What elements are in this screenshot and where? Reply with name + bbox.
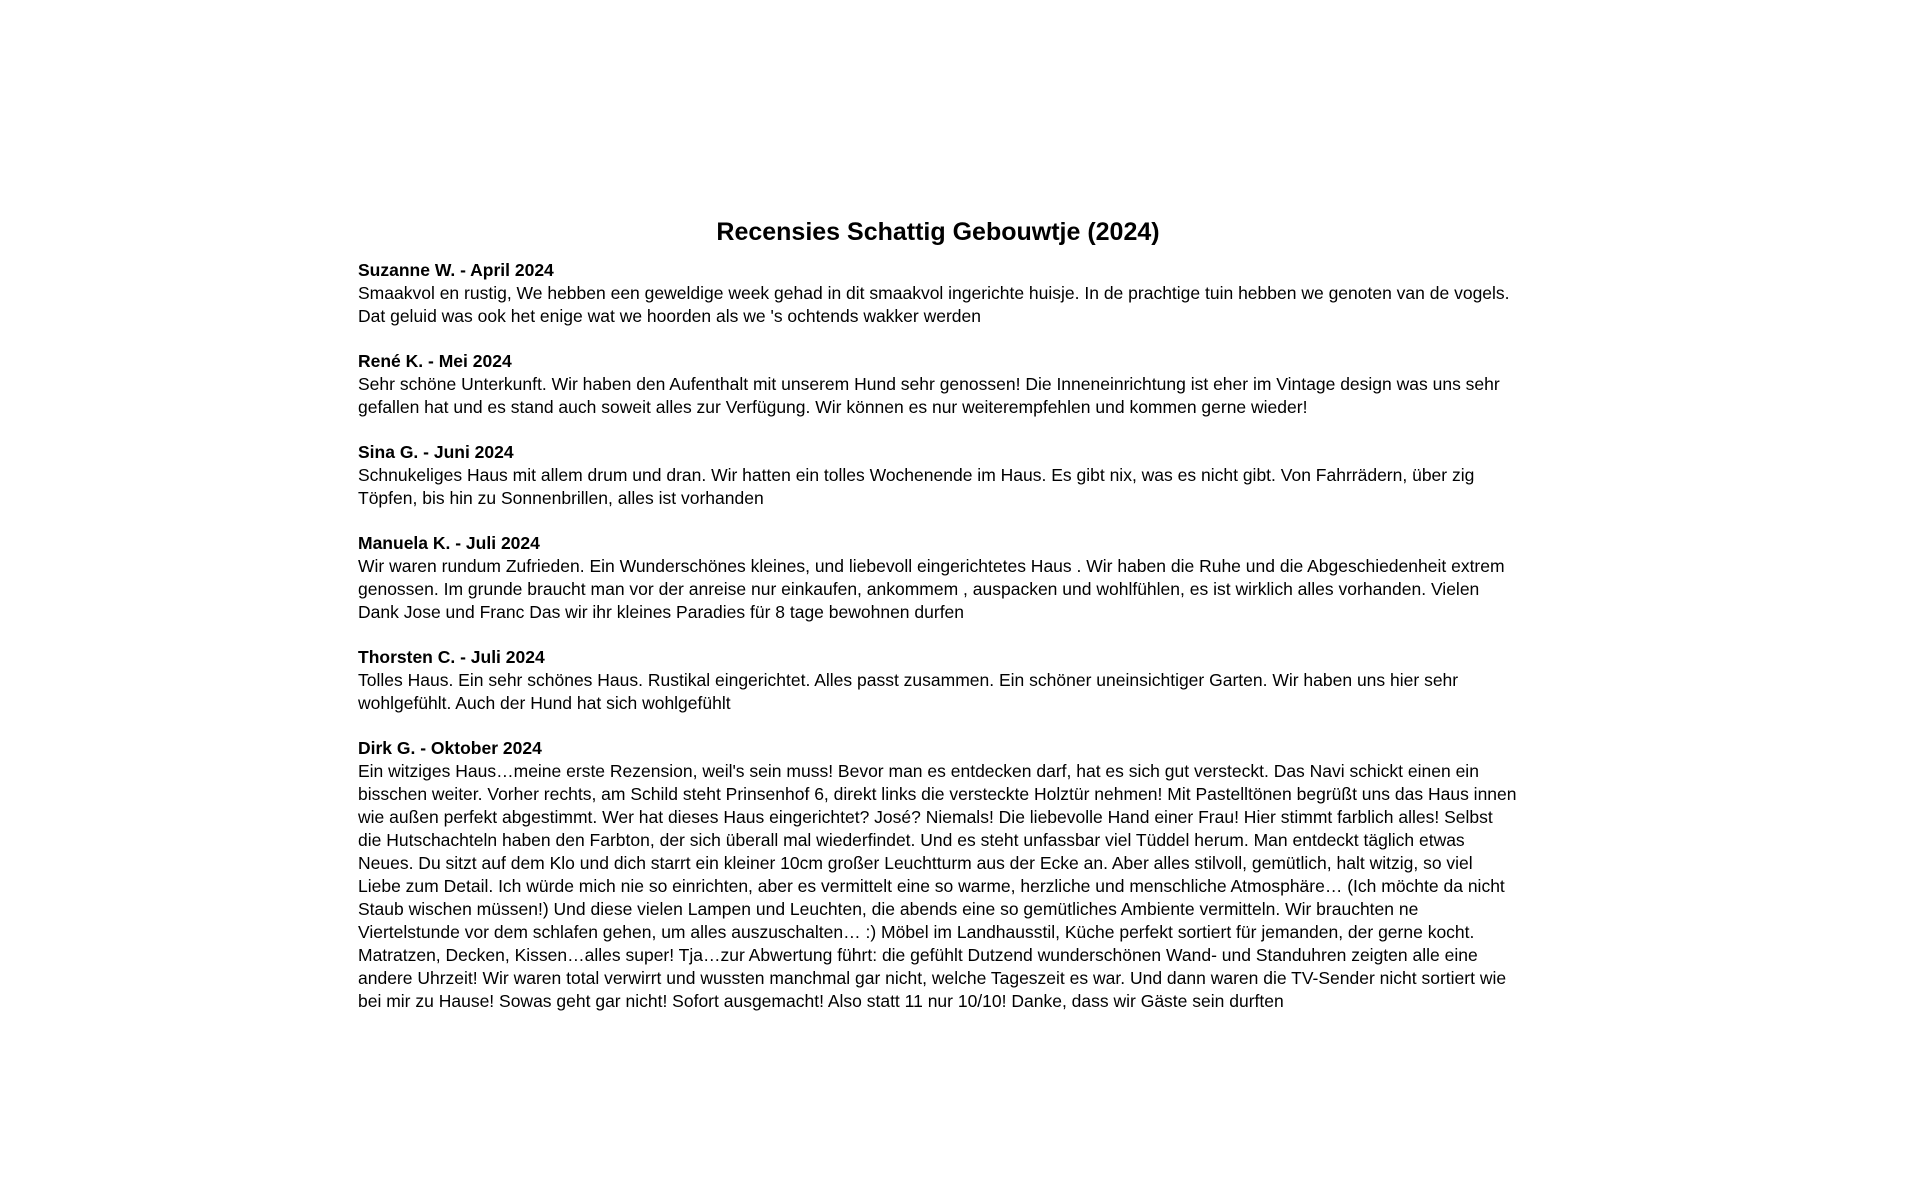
review-item xyxy=(358,441,1518,510)
review-text: Ein witziges Haus…meine erste Rezension, weil's sein muss! Bevor man es entdecken darf, hat es sich gut versteckt. Das Navi schickt einen ein bisschen weiter. Vorher rechts, am Schild steht Prinsenhof 6, direkt links die versteckte Holztür nehmen! Mit Pastelltönen begrüßt uns das Haus innen wie außen perfekt abgestimmt. Wer hat dieses Haus eingerichtet? José? Niemals! Die liebevolle Hand einer Frau! Hier stimmt farblich alles! Selbst die Hutschachteln haben den Farbton, der sich überall mal wiederfindet. Und es steht unfassbar viel Tüddel herum. Man entdeckt täglich etwas Neues. Du sitzt auf dem Klo und dich starrt ein kleiner 10cm großer Leuchtturm aus der Ecke an. Aber alles stilvoll, gemütlich, halt witzig, so viel Liebe zum Detail. Ich würde mich nie so einrichten, aber es vermittelt eine so warme, herzliche und menschliche Atmosphäre… (Ich möchte da nicht Staub wischen müssen!) Und diese vielen Lampen und Leuchten, die abends eine so gemütliches Ambiente vermitteln. Wir brauchten ne Viertelstunde vor dem schlafen gehen, um alles auszuschalten… :) Möbel im Landhausstil, Küche perfekt sortiert für jemanden, der gerne kocht. Matratzen, Decken, Kissen…alles super! Tja…zur Abwertung führt: die gefühlt Dutzend wunderschönen Wand- und Standuhren zeigten alle eine andere Uhrzeit! Wir waren total verwirrt und wussten manchmal gar nicht, welche Tageszeit es war. Und dann waren die TV-Sender nicht sortiert wie bei mir zu Hause! Sowas geht gar nicht! Sofort ausgemacht! Also statt 11 nur 10/10! Danke, dass wir Gäste sein durften xyxy=(358,761,1517,1011)
reviews-document xyxy=(358,218,1518,1035)
review-item xyxy=(358,737,1518,1013)
review-item xyxy=(358,350,1518,419)
review-author-date: Manuela K. - Juli 2024 xyxy=(358,533,540,553)
review-text: Schnukeliges Haus mit allem drum und dran. Wir hatten ein tolles Wochenende im Haus. Es gibt nix, was es nicht gibt. Von Fahrrädern, über zig Töpfen, bis hin zu Sonnenbrillen, alles ist vorhanden xyxy=(358,465,1475,508)
review-author-date: Suzanne W. - April 2024 xyxy=(358,260,554,280)
review-author-date: Dirk G. - Oktober 2024 xyxy=(358,738,542,758)
review-item xyxy=(358,646,1518,715)
reviews-list xyxy=(358,259,1518,1013)
page-title: Recensies Schattig Gebouwtje (2024) xyxy=(716,218,1160,246)
review-author-date: Thorsten C. - Juli 2024 xyxy=(358,647,545,667)
review-author-date: Sina G. - Juni 2024 xyxy=(358,442,514,462)
review-item xyxy=(358,259,1518,328)
review-item xyxy=(358,532,1518,624)
review-text: Sehr schöne Unterkunft. Wir haben den Aufenthalt mit unserem Hund sehr genossen! Die Inneneinrichtung ist eher im Vintage design was uns sehr gefallen hat und es stand auch soweit alles zur Verfügung. Wir können es nur weiterempfehlen und kommen gerne wieder! xyxy=(358,374,1500,417)
review-text: Tolles Haus. Ein sehr schönes Haus. Rustikal eingerichtet. Alles passt zusammen. Ein schöner uneinsichtiger Garten. Wir haben uns hier sehr wohlgefühlt. Auch der Hund hat sich wohlgefühlt xyxy=(358,670,1459,713)
review-author-date: René K. - Mei 2024 xyxy=(358,351,512,371)
review-text: Wir waren rundum Zufrieden. Ein Wunderschönes kleines, und liebevoll eingerichtetes Haus . Wir haben die Ruhe und die Abgeschiedenheit extrem genossen. Im grunde braucht man vor der anreise nur einkaufen, ankommem , auspacken und wohlfühlen, es ist wirklich alles vorhanden. Vielen Dank Jose und Franc Das wir ihr kleines Paradies für 8 tage bewohnen durfen xyxy=(358,556,1505,622)
review-text: Smaakvol en rustig, We hebben een geweldige week gehad in dit smaakvol ingerichte huisje. In de prachtige tuin hebben we genoten van de vogels. Dat geluid was ook het enige wat we hoorden als we 's ochtends wakker werden xyxy=(358,283,1510,326)
